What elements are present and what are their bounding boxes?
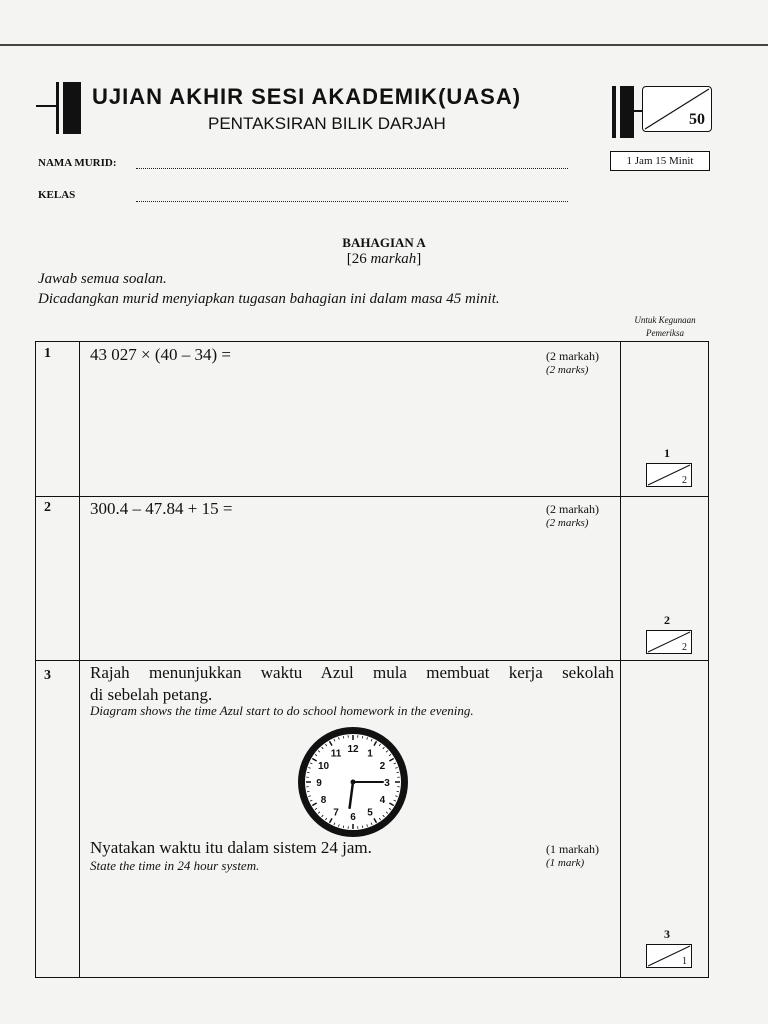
marks-en: (2 marks) — [546, 517, 589, 529]
question-number: 1 — [44, 346, 51, 361]
paper-logo-icon — [36, 82, 82, 134]
marks-ms: (1 markah) — [546, 842, 599, 856]
clock-tick — [362, 826, 363, 828]
question-number: 3 — [44, 668, 51, 683]
clock-center — [351, 780, 356, 785]
score-max: 2 — [682, 475, 687, 486]
question-marks — [546, 842, 599, 870]
clock-number: 2 — [379, 761, 386, 772]
clock-number: 5 — [367, 807, 373, 819]
clock-number: 1 — [367, 748, 373, 760]
clock-tick — [397, 772, 399, 773]
section-title: BAHAGIAN A — [342, 235, 426, 250]
marks-ms: (2 markah) — [546, 502, 599, 516]
clock-number: 3 — [384, 778, 390, 789]
score-box-label: 3 — [664, 927, 670, 941]
clock-tick — [343, 736, 344, 738]
score-max: 1 — [682, 956, 687, 967]
clock-number: 7 — [333, 807, 339, 819]
clock-number: 6 — [350, 812, 356, 823]
exam-title: UJIAN AKHIR SESI AKADEMIK(UASA) — [92, 84, 522, 109]
clock-tick — [307, 791, 309, 792]
exam-duration: 1 Jam 15 Minit — [610, 151, 710, 171]
clock-tick — [343, 826, 344, 828]
total-marks: 50 — [689, 111, 705, 128]
section-marks: [26 markah] — [346, 251, 422, 267]
question-score-box[interactable] — [646, 630, 692, 654]
score-max: 2 — [682, 642, 687, 653]
question-marks — [546, 349, 599, 377]
clock-number: 8 — [320, 795, 327, 806]
clock-number: 11 — [330, 748, 342, 760]
score-box-label: 2 — [664, 613, 670, 627]
score-logo-icon — [612, 86, 640, 138]
instruction-answer-all: Jawab semua soalan. — [38, 271, 167, 287]
examiner-note-line-1: Untuk Kegunaan — [634, 315, 696, 325]
marks-en: (2 marks) — [546, 364, 589, 376]
clock-number: 9 — [316, 778, 322, 789]
clock-number: 4 — [379, 795, 386, 806]
row-divider — [36, 660, 708, 661]
total-score-box[interactable] — [642, 86, 712, 132]
clock-tick — [307, 772, 309, 773]
class-field[interactable] — [136, 201, 568, 202]
question-text: 43 027 × (40 – 34) = — [90, 345, 231, 364]
clock-number: 12 — [347, 744, 359, 755]
exam-subtitle: PENTAKSIRAN BILIK DARJAH — [208, 114, 446, 133]
marks-ms: (2 markah) — [546, 349, 599, 363]
question-ask-english: State the time in 24 hour system. — [90, 858, 260, 873]
question-ask: Nyatakan waktu itu dalam sistem 24 jam. — [90, 838, 372, 857]
top-border-line — [0, 44, 768, 46]
question-number: 2 — [44, 500, 51, 515]
clock-diagram — [295, 724, 411, 840]
class-label: KELAS — [38, 189, 76, 201]
question-text-english: Diagram shows the time Azul start to do school homework in the evening. — [90, 703, 474, 718]
score-box-label: 1 — [664, 446, 670, 460]
clock-tick — [397, 791, 399, 792]
examiner-use-note — [620, 314, 710, 340]
clock-number: 10 — [317, 761, 330, 772]
question-score-box[interactable] — [646, 944, 692, 968]
question-marks — [546, 502, 599, 530]
question-text-line-1: Rajah menunjukkan waktu Azul mula membuat kerja sekolah — [90, 663, 614, 682]
question-text-line-2: di sebelah petang. — [90, 685, 213, 704]
question-score-box[interactable] — [646, 463, 692, 487]
question-text: 300.4 – 47.84 + 15 = — [90, 499, 233, 518]
clock-tick — [362, 736, 363, 738]
examiner-note-line-2: Pemeriksa — [646, 328, 684, 338]
student-name-field[interactable] — [136, 168, 568, 169]
student-name-label: NAMA MURID: — [38, 157, 117, 169]
marks-en: (1 mark) — [546, 857, 585, 869]
question-table — [35, 341, 709, 978]
instruction-time: Dicadangkan murid menyiapkan tugasan bahagian ini dalam masa 45 minit. — [38, 291, 500, 307]
row-divider — [36, 496, 708, 497]
